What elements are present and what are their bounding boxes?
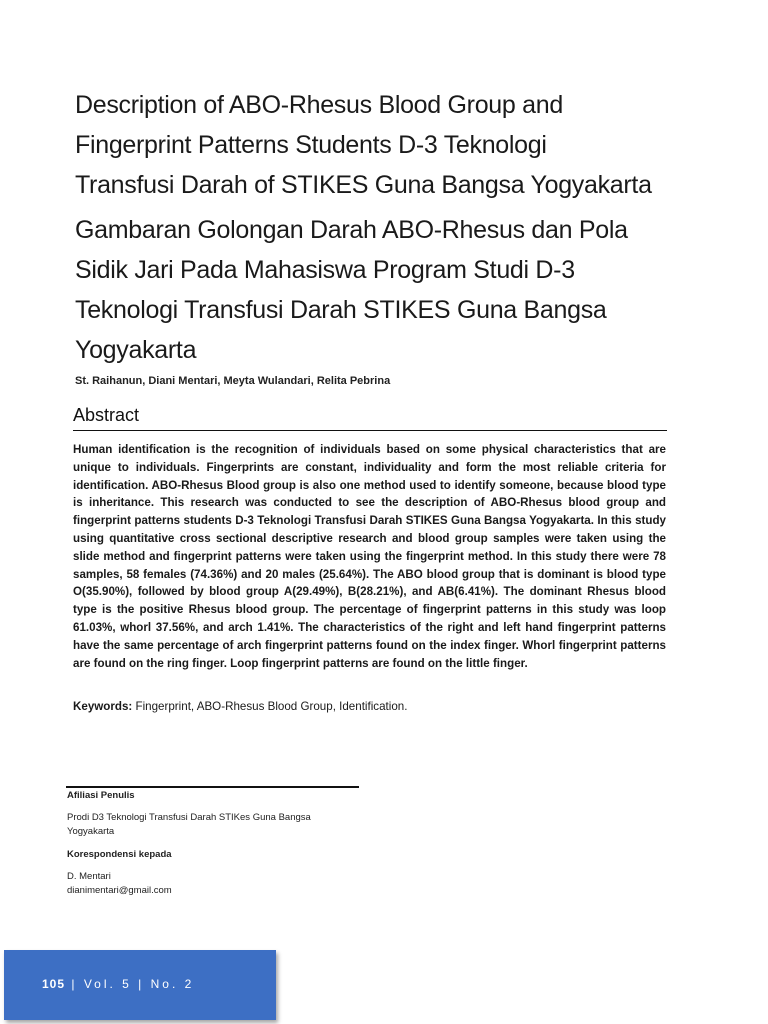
affiliation-line: Prodi D3 Teknologi Transfusi Darah STIKes Guna Bangsa <box>67 812 311 823</box>
keywords-label: Keywords: <box>73 700 133 713</box>
english-title-line: Transfusi Darah of STIKES Guna Bangsa Yogyakarta <box>75 171 652 199</box>
correspondence-email: dianimentari@gmail.com <box>67 885 172 896</box>
indonesian-title-line: Yogyakarta <box>75 336 197 364</box>
page-number: 105 <box>42 977 66 991</box>
english-title-line: Fingerprint Patterns Students D-3 Teknologi <box>75 131 547 159</box>
keywords <box>73 700 666 713</box>
author-list: St. Raihanun, Diani Mentari, Meyta Wulandari, Relita Pebrina <box>75 375 391 387</box>
footnote-divider <box>66 786 359 788</box>
affiliation-label: Afiliasi Penulis <box>67 790 135 801</box>
indonesian-title <box>75 210 715 370</box>
correspondence-name: D. Mentari <box>67 871 111 882</box>
abstract-body: Human identification is the recognition of individuals based on some physical characteristics that are unique to individuals. Fingerprints are constant, individuality and form the most reliable criteria for identification. ABO-Rhesus Blood group is also one method used to identify someone, because blood type is inheritance. This research was conducted to see the description of ABO-Rhesus blood group and fingerprint patterns students D-3 Teknologi Transfusi Darah STIKES Guna Bangsa Yogyakarta. In this study using quantitative cross sectional descriptive research and blood group samples were taken using the slide method and fingerprint patterns were taken using the fingerprint method. In this study there were 78 samples, 58 females (74.36%) and 20 males (25.64%). The ABO blood group that is dominant is blood type O(35.90%), followed by blood group A(29.49%), B(28.21%), and AB(6.41%). The dominant Rhesus blood type is the positive Rhesus blood group. The percentage of fingerprint patterns in this study was loop 61.03%, whorl 37.56%, and arch 1.41%. The characteristics of the right and left hand fingerprint patterns have the same percentage of arch fingerprint patterns found on the index finger. Whorl fingerprint patterns are found on the ring finger. Loop fingerprint patterns are found on the little finger. <box>73 443 666 670</box>
indonesian-title-line: Sidik Jari Pada Mahasiswa Program Studi D-3 <box>75 256 575 284</box>
indonesian-title-line: Teknologi Transfusi Darah STIKES Guna Bangsa <box>75 296 607 324</box>
abstract-heading: Abstract <box>73 405 667 431</box>
footer-page-info <box>42 977 194 991</box>
affiliation-line: Yogyakarta <box>67 826 115 837</box>
volume-issue: | Vol. 5 | No. 2 <box>65 977 195 991</box>
keywords-value: Fingerprint, ABO-Rhesus Blood Group, Identification. <box>132 700 408 713</box>
english-title-line: Description of ABO-Rhesus Blood Group and <box>75 91 563 119</box>
correspondence-label: Korespondensi kepada <box>67 849 172 860</box>
english-title <box>75 85 715 205</box>
indonesian-title-line: Gambaran Golongan Darah ABO-Rhesus dan Pola <box>75 216 628 244</box>
